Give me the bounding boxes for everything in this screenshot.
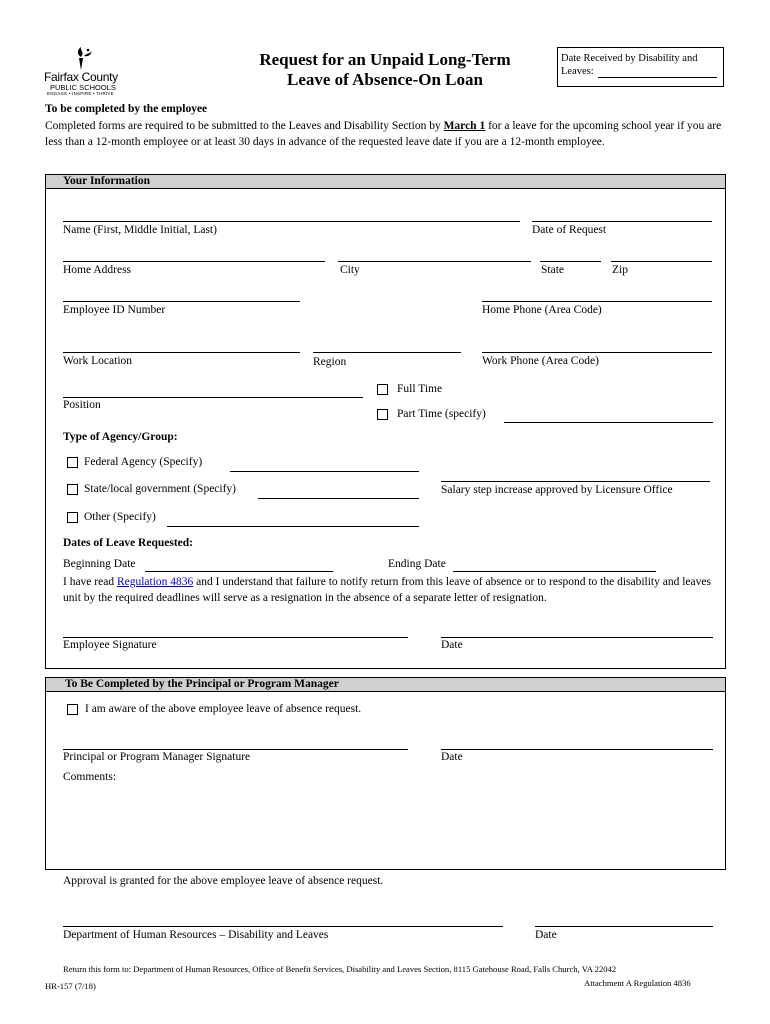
title-line-1: Request for an Unpaid Long-Term [259, 50, 511, 69]
other-agency-checkbox[interactable] [67, 512, 78, 523]
section-principal-title: To Be Completed by the Principal or Program Manager [65, 678, 339, 690]
employee-signature-date-label: Date [441, 639, 463, 651]
logo-line-1: Fairfax County [44, 70, 118, 84]
date-received-box [557, 47, 724, 87]
intro-heading: To be completed by the employee [45, 103, 208, 115]
form-code: HR-157 (7/18) [45, 981, 96, 991]
part-time-checkbox[interactable] [377, 409, 388, 420]
deadline-date: March 1 [443, 120, 486, 132]
aware-checkbox[interactable] [67, 704, 78, 715]
section-principal-header [45, 677, 726, 692]
federal-agency-label: Federal Agency (Specify) [84, 456, 203, 468]
acknowledgement-text [63, 575, 718, 606]
state-local-field[interactable] [258, 498, 419, 499]
part-time-label: Part Time (specify) [397, 408, 486, 420]
other-agency-label: Other (Specify) [84, 511, 156, 523]
full-time-label: Full Time [397, 383, 443, 395]
hr-date-label: Date [535, 929, 557, 941]
state-local-label: State/local government (Specify) [84, 483, 237, 495]
city-label: City [340, 264, 360, 276]
federal-agency-field[interactable] [230, 471, 419, 472]
agency-heading: Type of Agency/Group: [63, 431, 178, 443]
work-location-field[interactable] [63, 352, 300, 353]
full-time-checkbox[interactable] [377, 384, 388, 395]
work-phone-field[interactable] [482, 352, 712, 353]
logo-line-2: PUBLIC SCHOOLS [50, 83, 116, 92]
name-field[interactable] [63, 221, 520, 222]
employee-signature-date-field[interactable] [441, 637, 713, 638]
intro-text-after: for a leave for the upcoming school year if you are less than a 12-month employee or at least 30 days in advance of the requested leave date if you are a 12-month employee. [45, 120, 722, 148]
employee-id-field[interactable] [63, 301, 300, 302]
part-time-specify-field[interactable] [504, 422, 713, 423]
home-address-field[interactable] [63, 261, 325, 262]
section-your-information-title: Your Information [63, 175, 151, 187]
state-local-checkbox[interactable] [67, 484, 78, 495]
date-of-request-label: Date of Request [532, 224, 607, 236]
date-received-label-2: Leaves: [561, 66, 594, 77]
position-label: Position [63, 399, 101, 411]
section-your-information-header [45, 174, 726, 189]
attachment-label: Attachment A Regulation 4836 [584, 978, 691, 988]
zip-label: Zip [612, 264, 628, 276]
salary-step-label: Salary step increase approved by Licensure Office [441, 484, 673, 496]
hr-signature-label: Department of Human Resources – Disability and Leaves [63, 929, 329, 941]
return-instructions: Return this form to: Department of Human Resources, Office of Benefit Services, Disability and Leaves Section, 8115 Gatehouse Road, Falls Church, VA 22042 [63, 964, 617, 974]
principal-date-field[interactable] [441, 749, 713, 750]
work-location-label: Work Location [63, 355, 133, 367]
comments-label: Comments: [63, 771, 117, 783]
home-phone-label: Home Phone (Area Code) [482, 304, 602, 316]
beginning-date-field[interactable] [145, 571, 333, 572]
beginning-date-label: Beginning Date [63, 558, 136, 570]
state-label: State [541, 264, 564, 276]
home-phone-field[interactable] [482, 301, 712, 302]
employee-signature-label: Employee Signature [63, 639, 157, 651]
principal-date-label: Date [441, 751, 463, 763]
date-of-request-field[interactable] [532, 221, 712, 222]
title-line-2: Leave of Absence-On Loan [287, 70, 483, 89]
zip-field[interactable] [611, 261, 712, 262]
torch-icon [66, 46, 96, 72]
name-label: Name (First, Middle Initial, Last) [63, 224, 217, 236]
home-address-label: Home Address [63, 264, 132, 276]
form-title [235, 50, 535, 90]
employee-signature-field[interactable] [63, 637, 408, 638]
position-field[interactable] [63, 397, 363, 398]
regulation-link[interactable]: Regulation 4836 [116, 576, 194, 588]
city-field[interactable] [338, 261, 531, 262]
ending-date-label: Ending Date [388, 558, 446, 570]
salary-step-field[interactable] [441, 481, 710, 482]
intro-text-before: Completed forms are required to be submitted to the Leaves and Disability Section by [45, 120, 444, 132]
employee-id-label: Employee ID Number [63, 304, 166, 316]
work-phone-label: Work Phone (Area Code) [482, 355, 599, 367]
federal-agency-checkbox[interactable] [67, 457, 78, 468]
intro-paragraph [45, 119, 725, 150]
fcps-logo [44, 46, 124, 96]
aware-label: I am aware of the above employee leave of absence request. [85, 703, 362, 715]
state-field[interactable] [540, 261, 601, 262]
hr-date-field[interactable] [535, 926, 713, 927]
ack-text-before: I have read [63, 576, 117, 588]
logo-line-3: ENGAGE • INSPIRE • THRIVE [47, 91, 114, 96]
other-agency-field[interactable] [167, 526, 419, 527]
region-label: Region [313, 356, 347, 368]
principal-signature-field[interactable] [63, 749, 408, 750]
comments-area[interactable] [63, 787, 713, 865]
hr-signature-field[interactable] [63, 926, 503, 927]
approval-text: Approval is granted for the above employee leave of absence request. [63, 875, 384, 887]
date-received-label-1: Date Received by Disability and [561, 53, 698, 64]
ack-text-after: and I understand that failure to notify return from this leave of absence or to respond to the disability and leaves unit by the required deadlines will serve as a resignation in the absence of a separate letter of resignation. [63, 576, 711, 604]
ending-date-field[interactable] [453, 571, 656, 572]
date-received-field[interactable] [598, 65, 717, 78]
dates-heading: Dates of Leave Requested: [63, 537, 193, 549]
region-field[interactable] [313, 352, 461, 353]
principal-signature-label: Principal or Program Manager Signature [63, 751, 251, 763]
